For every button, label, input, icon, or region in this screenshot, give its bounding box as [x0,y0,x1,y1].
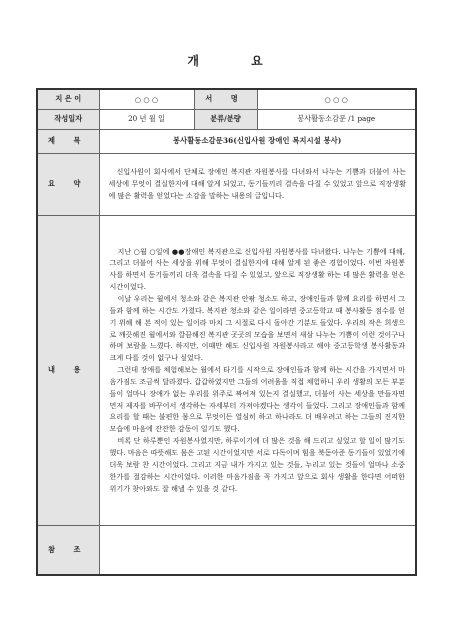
content-paragraph: 그런데 장애를 체험해보는 월에서 타기를 시작으로 장애인들과 함께 하는 시간을 가지면서 마음가짐도 조금씩 달라졌다. 갑갑하였지만 그들의 어려움을 직접 체험하니 우리 생활의 모든 부분들이 얼마나 장애가 없는 우리를 위주로 짜여져 있는지 결실했고, 더불어 사는 세상을 만들자면 먼저 제자를 바꾸어서 생각하는 자세부터 가져야겠다는 생각이 들었다. 그리고 장애인들과 함께 요리를 할 때는 불편한 몸으로 무엇이든 열심히 하고 하나라도 더 배우려고 하는 그들의 진지한 모습에 마음에 잔잔한 감동이 일기도 했다. [109,365,405,434]
category-value: 봉사활동소감문 /1 page [257,109,416,129]
page-title: 개 요 [187,54,287,68]
content-cell [99,215,416,525]
date-value: 20 년 월 일 [99,109,194,129]
content-label: 내 용 [37,215,99,525]
author-row [37,89,416,109]
content-paragraph: 지난 ○월 ○일에 ●●장애인 복지관으로 신입사원 자원봉사를 다녀왔다. 나누는 기쁨에 대해, 그리고 더불어 사는 세상을 위해 무엇이 결실한지에 대해 알게 된 좋은 경험이었다. 이번 자원봉사를 하면서 동기들끼리 더욱 결속을 다질 수 있었고, 앞으로 직장생활 하는 데 많은 활력을 얻은 시간이었다. [109,246,405,292]
title-row [37,129,416,153]
reference-value [99,525,416,575]
name-value: ○ ○ ○ [257,89,416,109]
reference-row [37,525,416,575]
category-label: 분류/분량 [194,109,257,129]
summary-cell [99,153,416,215]
summary-label: 요 약 [37,153,99,215]
document-title: 봉사활동소감문36(신입사원 장애인 복지시설 봉사) [99,129,416,153]
content-paragraph: 이날 우리는 월에서 청소와 같은 복지관 안팎 청소도 하고, 장애인들과 함께 요리를 하면서 그들과 함께 하는 시간도 가졌다. 복지관 청소와 같은 일이라면 중고등학교 때 봉사활동 점수를 얻기 위해 해 본 적이 있는 일이라 마치 그 시절로 다시 돌아간 기분도 들었다. 우리의 작은 희생으로 깨끗해진 월에서와 깔끔해진 복지관 곳곳의 모습을 보면서 새삼 나누는 기쁨이 이런 것이구나 하며 보람을 느꼈다. 하지만, 이때만 해도 신입사원 자원봉사라고 해야 중고등학생 봉사활동과 크게 다를 것이 없구나 싶었다. [109,294,405,363]
content-paragraph: 비록 단 하루뿐인 자원봉사였지만, 하루이기에 더 많은 것을 해 드리고 싶었고 할 일이 많기도 했다. 마음은 따뜻해도 몸은 고된 시간이었지만 서로 다독이며 힘을 북돋아준 동기들이 있었기에 더욱 보람 찬 시간이었다. 그리고 지금 내가 가지고 있는 것들, 누리고 있는 것들이 얼마나 소중한가를 절감하는 시간이었다. 이러한 마음가짐을 꼭 가지고 앞으로 회사 생활을 한다면 어떠한 위기가 찾아와도 잘 해낼 수 있을 것 같다. [109,436,405,493]
overview-form-table [36,88,417,576]
name-label: 서 명 [194,89,257,109]
summary-text: 신입사원이 회사에서 단체로 장애인 복지관 자원봉사를 다녀와서 나누는 기쁨과 더불어 사는 세상에 무엇이 결실한지에 대해 알게 되었고, 동기들끼리 결속을 다질 수 있었고 앞으로 직장생활에 많은 활력을 얻었다는 소감을 말하는 내용의 글입니다. [108,167,406,200]
title-label: 제 목 [37,129,99,153]
date-row [37,109,416,129]
author-label: 지 은 이 [37,89,99,109]
content-row [37,215,416,525]
reference-label: 참 조 [37,525,99,575]
author-value: ○ ○ ○ [99,89,194,109]
date-label: 작성일자 [37,109,99,129]
summary-row [37,153,416,215]
